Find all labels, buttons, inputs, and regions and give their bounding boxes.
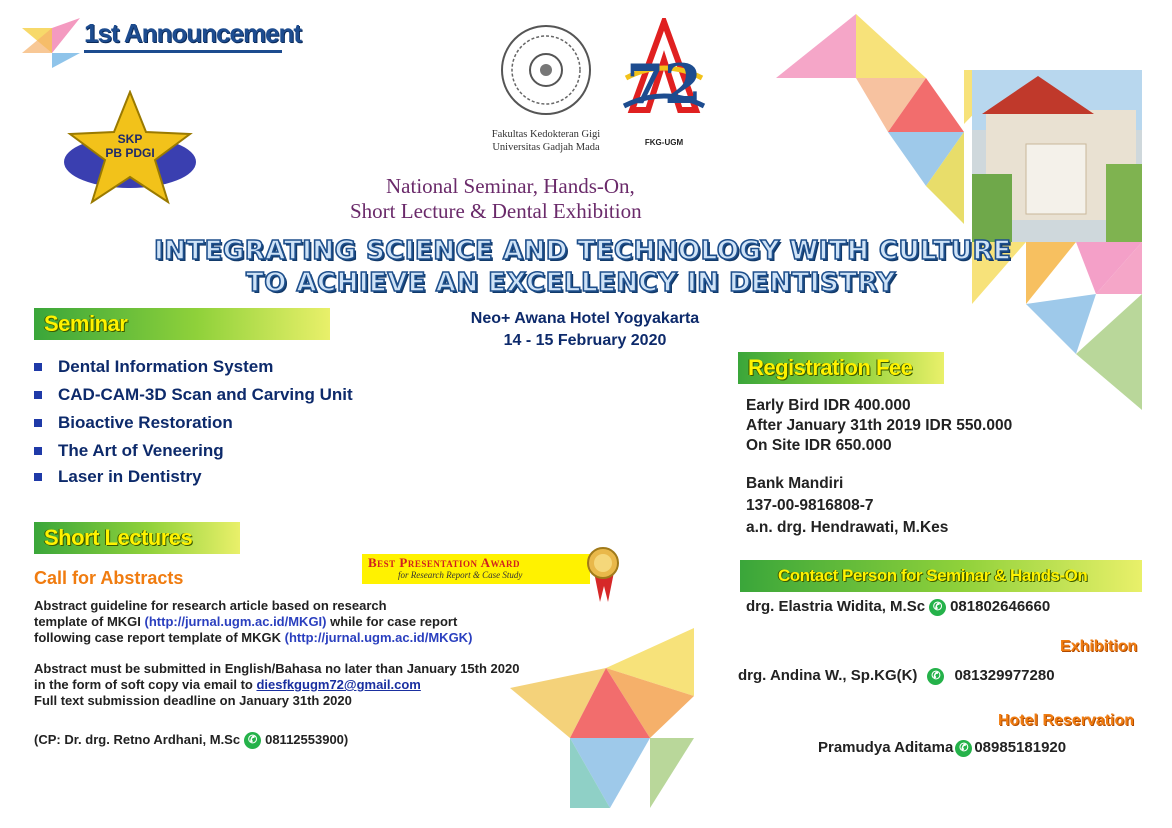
bank-details: Bank Mandiri 137-00-9816808-7 a.n. drg. Hendrawati, M.Kes: [746, 475, 949, 536]
anniversary-number: 72: [626, 52, 702, 116]
anniversary-caption: FKG-UGM: [644, 138, 684, 147]
mkgk-link[interactable]: (http://jurnal.ugm.ac.id/MKGK): [284, 630, 473, 645]
mkgi-link[interactable]: (http://jurnal.ugm.ac.id/MKGI): [144, 614, 327, 629]
announcement-underline: [84, 50, 282, 53]
abstract-submission: Abstract must be submitted in English/Bahasa no later than January 15th 2020 in the form of soft copy via email to diesfkgugm72@gmail.com Full text submission deadline on January 31th 2020: [34, 661, 520, 708]
seminar-heading: Seminar: [34, 308, 330, 340]
award-title: Best Presentation Award: [368, 555, 520, 570]
registration-heading: Registration Fee: [738, 352, 944, 384]
seminar-topic: Bioactive Restoration: [34, 413, 233, 433]
triangle-decoration-top-left: [22, 18, 82, 70]
exhibition-heading: Exhibition: [1060, 638, 1138, 655]
medal-icon: [586, 546, 620, 602]
event-subtitle-line1: National Seminar, Hands-On,: [386, 174, 635, 198]
short-lectures-heading: Short Lectures: [34, 522, 240, 554]
whatsapp-icon: ✆: [244, 732, 261, 749]
ugm-logo: [498, 22, 594, 118]
triangle-mosaic-bottom: [510, 628, 696, 818]
whatsapp-icon: ✆: [955, 740, 972, 757]
abstract-contact: (CP: Dr. drg. Retno Ardhani, M.Sc ✆ 08112553900): [34, 732, 348, 749]
email-link[interactable]: diesfkgugm72@gmail.com: [256, 677, 421, 692]
whatsapp-icon: ✆: [927, 668, 944, 685]
event-venue: Neo+ Awana Hotel Yogyakarta: [470, 310, 700, 327]
faculty-name: Fakultas Kedokteran Gigi Universitas Gadjah Mada: [491, 129, 601, 153]
theme-headline-line1: INTEGRATING SCIENCE AND TECHNOLOGY WITH CULTURE: [154, 236, 1012, 266]
contact-seminar: drg. Elastria Widita, M.Sc ✆ 081802646660: [746, 598, 1051, 615]
contact-exhibition: drg. Andina W., Sp.KG(K) ✆ 081329977280: [738, 667, 1055, 684]
whatsapp-icon: ✆: [929, 599, 946, 616]
award-subtitle: for Research Report & Case Study: [398, 570, 523, 580]
theme-headline-line2: TO ACHIEVE AN EXCELLENCY IN DENTISTRY: [246, 268, 896, 298]
registration-fees: Early Bird IDR 400.000 After January 31th 2019 IDR 550.000 On Site IDR 650.000: [746, 397, 1013, 454]
event-subtitle-line2: Short Lecture & Dental Exhibition: [350, 199, 642, 223]
contact-heading: Contact Person for Seminar & Hands-On: [740, 560, 1142, 592]
seminar-topic: CAD-CAM-3D Scan and Carving Unit: [34, 385, 353, 405]
seminar-topic: The Art of Veneering: [34, 441, 224, 461]
hotel-heading: Hotel Reservation: [998, 712, 1135, 729]
skp-label: SKP PB PDGI: [105, 132, 155, 160]
abstract-guideline: Abstract guideline for research article based on research template of MKGI (http://jurnal.ugm.ac.id/MKGI) while for case report following case report template of MKGK (http://jurnal.ugm.ac.id/MKGK): [34, 598, 473, 645]
seminar-topic: Laser in Dentistry: [34, 467, 202, 487]
award-banner: [362, 554, 590, 584]
contact-hotel: Pramudya Aditama ✆ 08985181920: [818, 739, 1067, 756]
call-for-abstracts-heading: Call for Abstracts: [34, 568, 184, 588]
announcement-title: 1st Announcement: [84, 18, 302, 48]
event-dates: 14 - 15 February 2020: [503, 332, 667, 349]
seminar-topic: Dental Information System: [34, 357, 273, 377]
